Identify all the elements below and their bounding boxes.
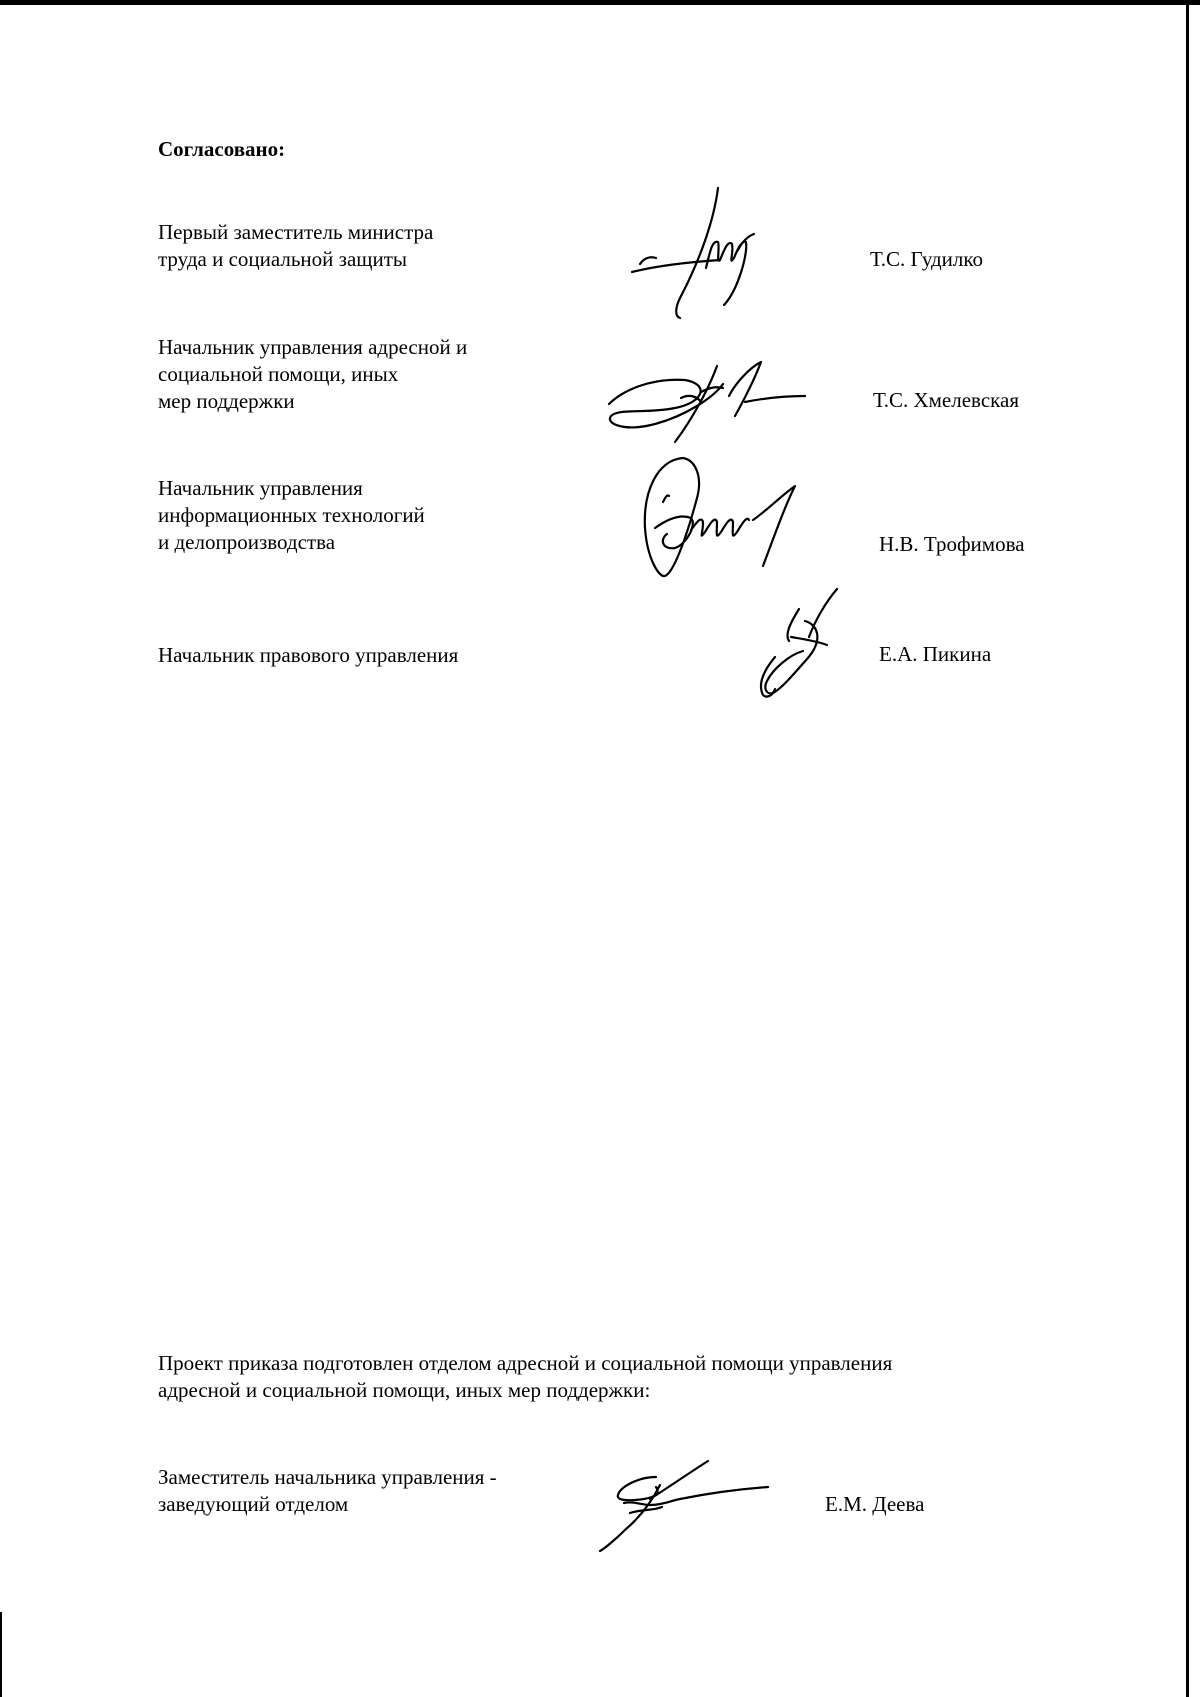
- approval-2-position: [158, 334, 467, 415]
- scan-border-left-mark: [0, 1612, 2, 1697]
- signature-4: [745, 585, 855, 700]
- scan-border-top: [0, 0, 1200, 5]
- approval-1-position: [158, 219, 433, 273]
- approval-2-name: Т.С. Хмелевская: [873, 388, 1020, 412]
- preparer-name: Е.М. Деева: [825, 1492, 925, 1516]
- position-line: Заместитель начальника управления -: [158, 1465, 497, 1489]
- scan-border-right: [1186, 0, 1189, 1697]
- approval-heading: Согласовано:: [158, 137, 286, 161]
- position-line: информационных технологий: [158, 503, 425, 527]
- approval-3-name: Н.В. Трофимова: [879, 532, 1025, 556]
- position-line: Начальник правового управления: [158, 643, 459, 667]
- position-line: и делопроизводства: [158, 530, 336, 554]
- position-line: социальной помощи, иных: [158, 362, 399, 386]
- position-line: труда и социальной защиты: [158, 247, 407, 271]
- position-line: заведующий отделом: [158, 1492, 349, 1516]
- approval-3-position: [158, 475, 425, 556]
- position-line: Начальник управления адресной и: [158, 335, 468, 359]
- signature-5: [590, 1455, 780, 1555]
- approval-4-position: [158, 642, 458, 669]
- preparer-position: [158, 1464, 497, 1518]
- approval-1-name: Т.С. Гудилко: [870, 247, 984, 271]
- signature-1: [630, 180, 800, 330]
- note-line: адресной и социальной помощи, иных мер поддержки:: [158, 1378, 651, 1402]
- note-line: Проект приказа подготовлен отделом адресной и социальной помощи управления: [158, 1351, 893, 1375]
- position-line: Первый заместитель министра: [158, 220, 434, 244]
- prepared-note: [158, 1350, 892, 1404]
- signature-3: [635, 448, 825, 588]
- position-line: мер поддержки: [158, 389, 295, 413]
- approval-4-name: Е.А. Пикина: [879, 642, 992, 666]
- position-line: Начальник управления: [158, 476, 363, 500]
